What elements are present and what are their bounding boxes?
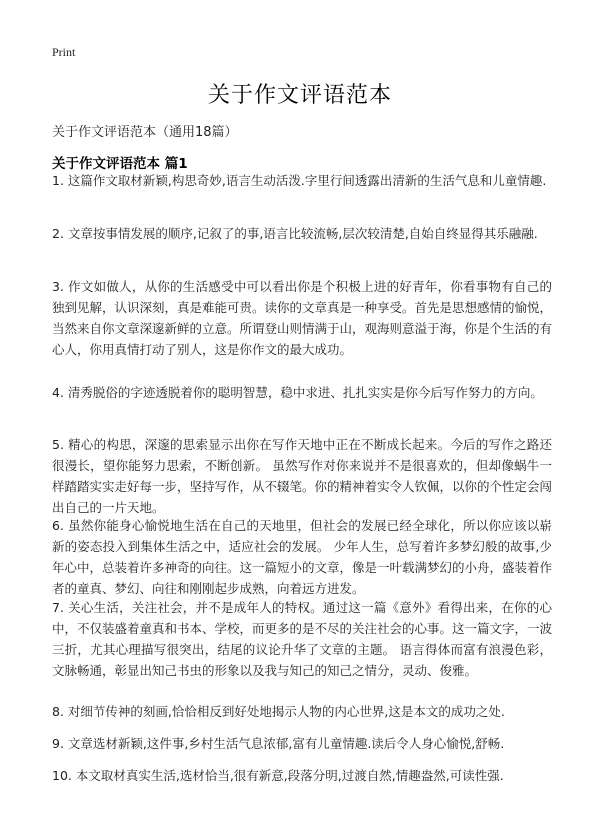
paragraph-7: 7. 关心生活，关注社会，并不是成年人的特权。通过这一篇《意外》看得出来，在你的心中，不仅装盛着童真和书本、学校，而更多的是不尽的关注社会的心事。这一篇文字，一波三折，尤其心理描写很突出，结尾的议论升华了文章的主题。 语言得体而富有浪漫色彩，文脉畅通，彰显出知己书虫的形象以及我与知己的知己之情分，灵动、俊雅。	[52, 600, 553, 678]
page-title: 关于作文评语范本	[207, 83, 392, 108]
paragraph-8: 8. 对细节传神的刻画,恰恰相反到好处地揭示人物的内心世界,这是本文的成功之处.	[52, 704, 505, 719]
paragraph-3: 3. 作文如做人，从你的生活感受中可以看出你是个积极上进的好青年，你看事物有自己的独到见解，认识深刻，真是难能可贵。读你的文章真是一种享受。首先是思想感情的愉悦，当然来自你文章深邃新鲜的立意。所谓登山则情满于山，观海则意溢于海，你是个生活的有心人，你用真情打动了别人，这是你作文的最大成功。	[52, 279, 553, 357]
paragraph-5: 5. 精心的构思，深邃的思索显示出你在写作天地中正在不断成长起来。今后的写作之路还很漫长，望你能努力思索，不断创新。 虽然写作对你来说并不是很喜欢的，但却像蜗牛一样踏踏实实走好每一步，坚持写作，从不辍笔。你的精神着实令人钦佩，以你的个性定会闯出自己的一片天地。	[52, 437, 553, 515]
document-subtitle: 关于作文评语范本（通用18篇）	[52, 125, 238, 140]
paragraph-2: 2. 文章按事情发展的顺序,记叙了的事,语言比较流畅,层次较清楚,自始自终显得其乐融融.	[52, 226, 538, 241]
paragraph-10: 10. 本文取材真实生活,选材恰当,很有新意,段落分明,过渡自然,情趣盎然,可读性强.	[52, 768, 504, 783]
paragraph-1: 1. 这篇作文取材新颖,构思奇妙,语言生动活泼.字里行间透露出清新的生活气息和儿童情趣.	[52, 173, 547, 188]
paragraph-4: 4. 清秀脱俗的字迹透脱着你的聪明智慧，稳中求进、扎扎实实是你今后写作努力的方向。	[52, 385, 543, 400]
paragraph-6: 6. 虽然你能身心愉悦地生活在自己的天地里，但社会的发展已经全球化，所以你应该以崭新的姿态投入到集体生活之中，适应社会的发展。 少年人生，总写着许多梦幻般的故事,少年心中，总装着许多神奇的向往。这一篇短小的文章，像是一叶载满梦幻的小舟，盛装着作者的童真、梦幻、向往和刚刚起步成熟，向着远方进发。	[52, 518, 553, 596]
paragraph-9: 9. 文章选材新颖,这件事,乡村生活气息浓郁,富有儿童情趣.读后令人身心愉悦,舒畅.	[52, 736, 505, 751]
section-heading: 关于作文评语范本 篇1	[52, 156, 188, 172]
print-link[interactable]: Print	[52, 45, 76, 59]
